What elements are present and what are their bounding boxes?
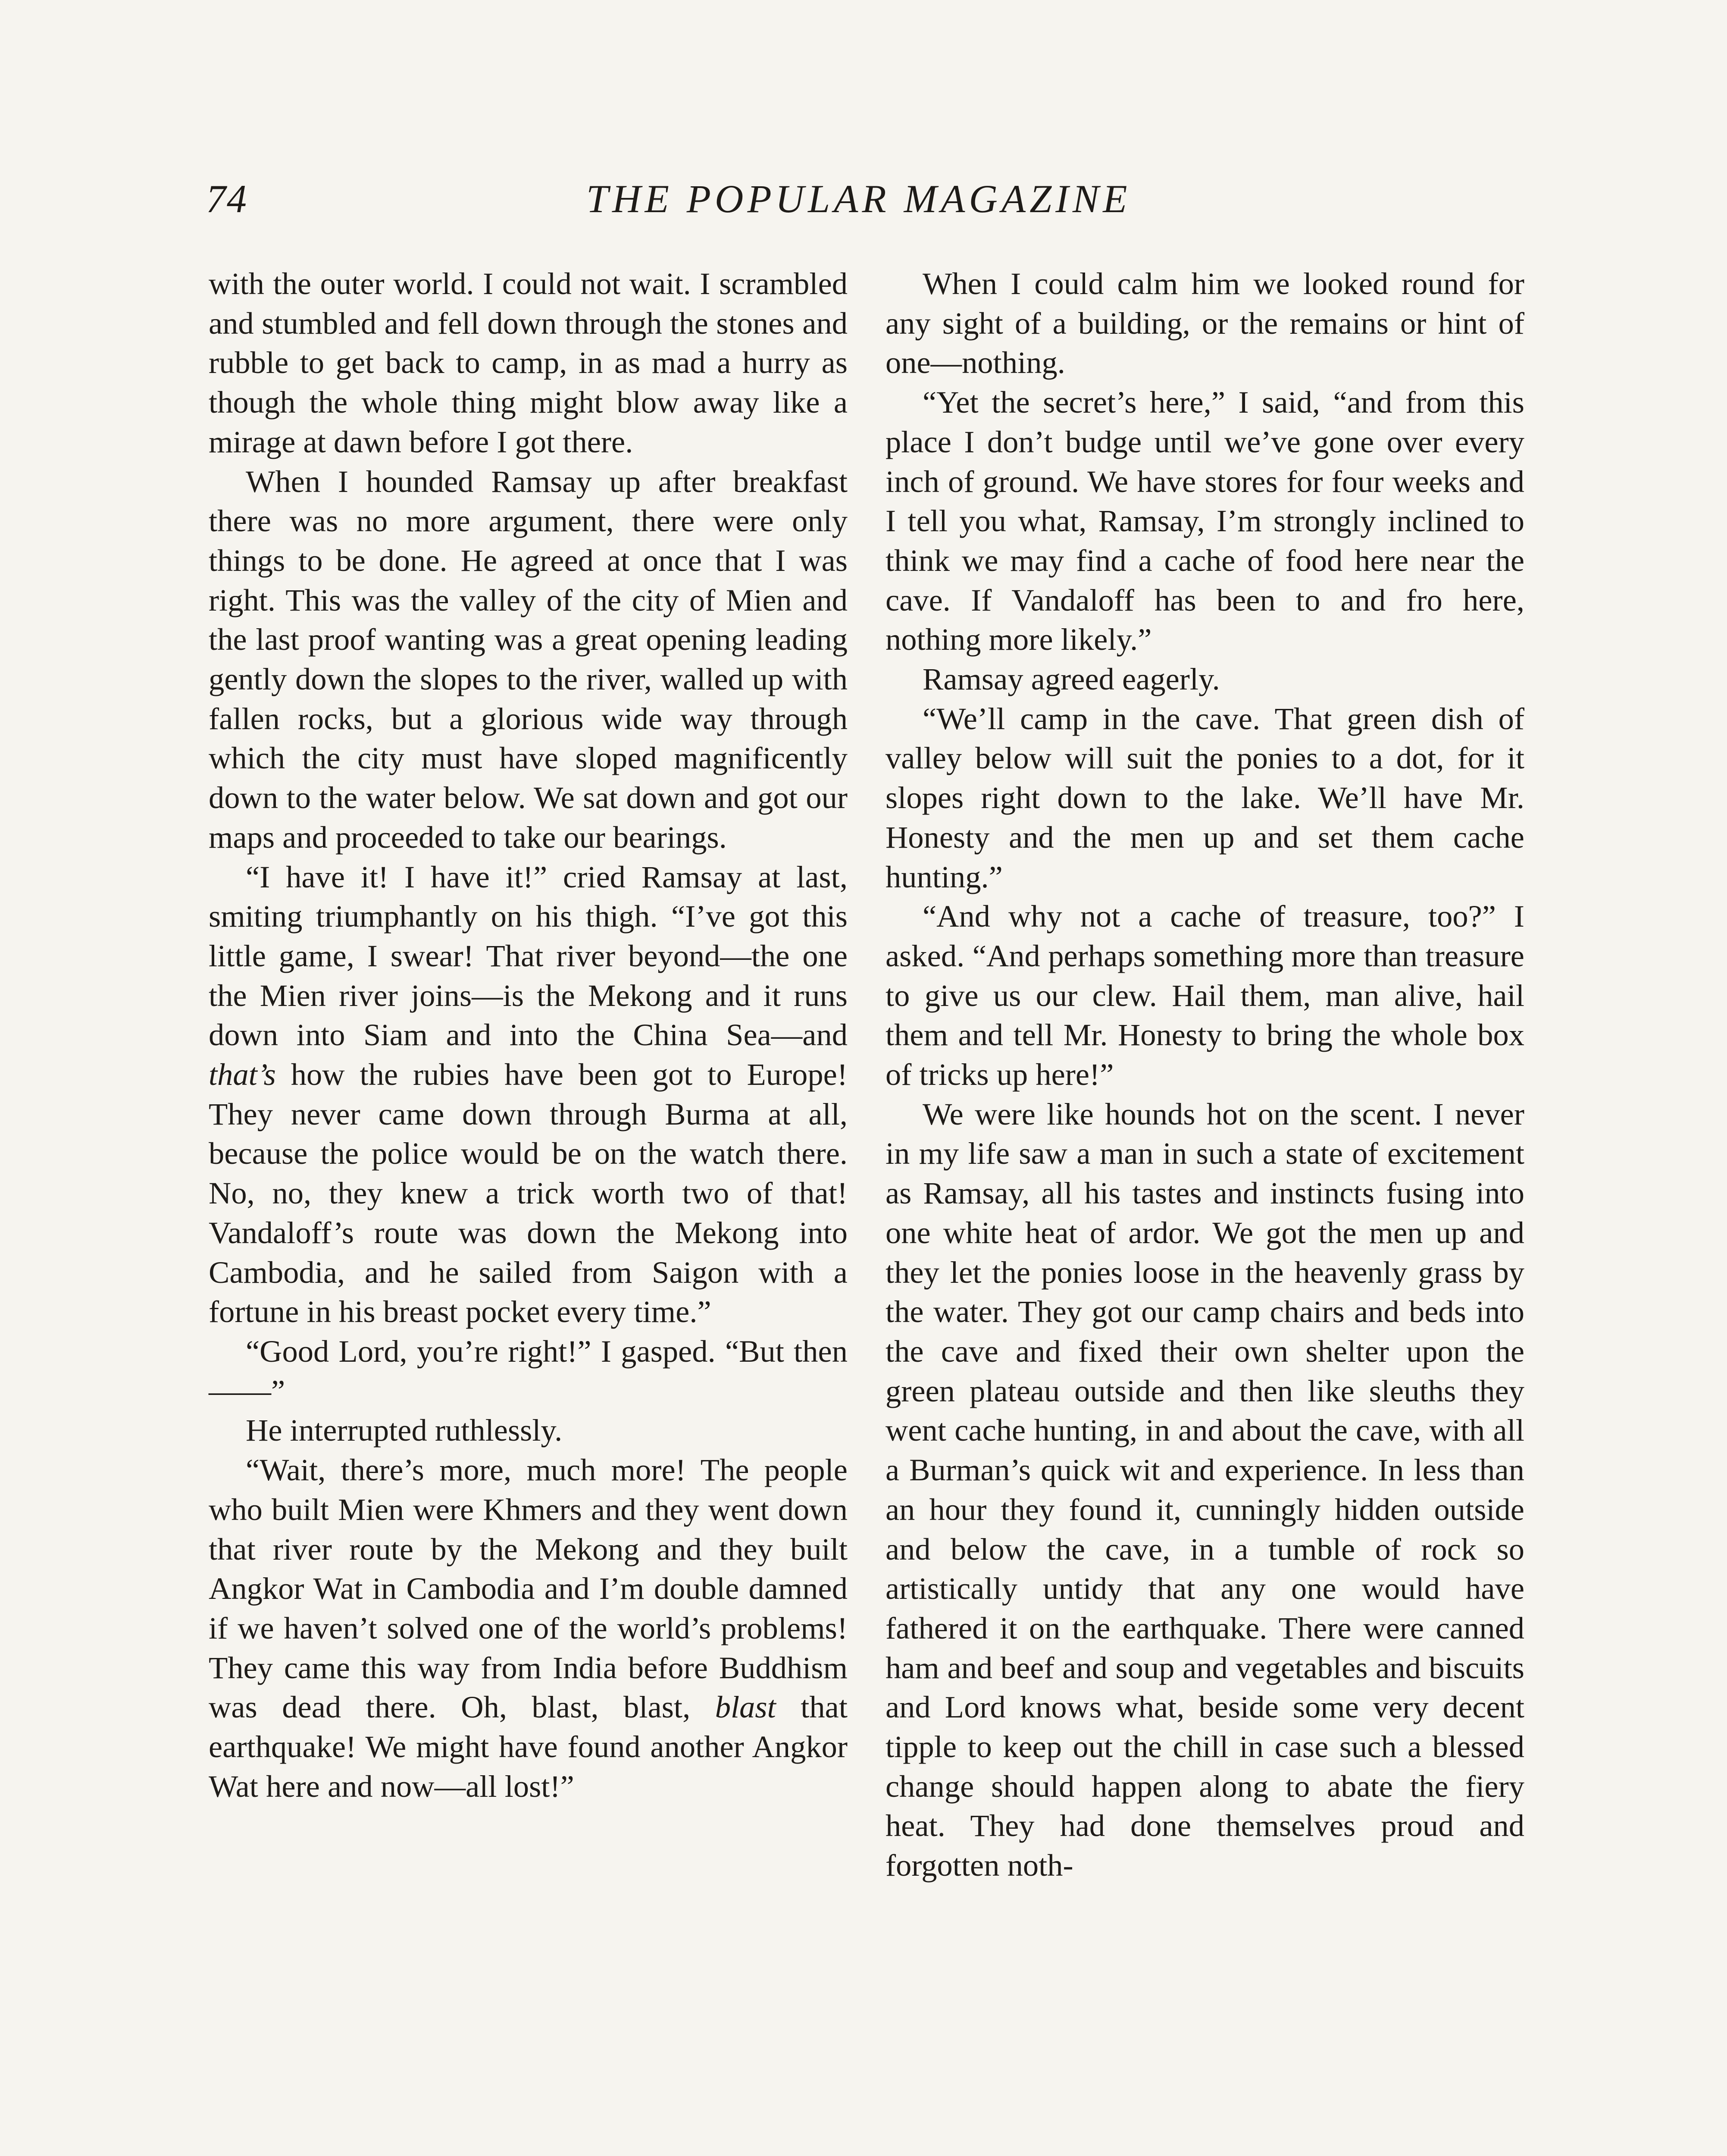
text-run: “Wait, there’s more, much more! The people who built Mien were Khmers and they went down that river route by the Mekong and they built Angkor Wat in Cambodia and I’m double damned if we haven’t solved one of the world’s problems! They came this way from India before Buddhism was dead there. Oh, blast, blast, <box>209 1452 848 1725</box>
left-column <box>209 264 848 1806</box>
paragraph: “Good Lord, you’re right!” I gasped. “But then——” <box>209 1333 848 1408</box>
paragraph: “We’ll camp in the cave. That green dish of valley below will suit the ponies to a dot, for it slopes right down to the lake. We’ll have Mr. Honesty and the men up and set them cache hunting.” <box>885 701 1524 894</box>
paragraph <box>209 857 848 1332</box>
paragraph: Ramsay agreed eagerly. <box>923 661 1220 697</box>
text-run: that earthquake! We might have found another Angkor Wat here and now—all lost!” <box>209 1689 848 1804</box>
paragraph: When I hounded Ramsay up after breakfast there was no more argument, there were only things to be done. He agreed at once that I was right. This was the valley of the city of Mien and the last proof wanting was a great opening leading gently down the slopes to the river, walled up with fallen rocks, but a glorious wide way through which the city must have sloped magnificently down to the water below. We sat down and got our maps and proceeded to take our bearings. <box>209 464 848 855</box>
paragraph: “And why not a cache of treasure, too?” I asked. “And perhaps something more than treasure to give us our clew. Hail them, man alive, hail them and tell Mr. Honesty to bring the whole box of tricks up here!” <box>885 899 1524 1092</box>
paragraph: with the outer world. I could not wait. I scrambled and stumbled and fell down through the stones and rubble to get back to camp, in as mad a hurry as though the whole thing might blow away like a mirage at dawn before I got there. <box>209 266 848 459</box>
text-run: how the rubies have been got to Europe! They never came down through Burma at all, because the police would be on the watch there. No, no, they knew a trick worth two of that! Vandaloff’s route was down the Mekong into Cambodia, and he sailed from Saigon with a fortune in his breast pocket every time.” <box>209 1057 848 1329</box>
paragraph: “Yet the secret’s here,” I said, “and from this place I don’t budge until we’ve gone over every inch of ground. We have stores for four weeks and I tell you what, Ramsay, I’m strongly inclined to think we may find a cache of food here near the cave. If Vandaloff has been to and fro here, nothing more likely.” <box>885 385 1524 657</box>
paragraph <box>209 1450 848 1806</box>
running-title: THE POPULAR MAGAZINE <box>586 177 1131 221</box>
text-run: “I have it! I have it!” cried Ramsay at last, smiting triumphantly on his thigh. “I’ve got this little game, I swear! That river beyond—the one the Mien river joins—is the Mekong and it runs down into Siam and into the China Sea—and <box>209 859 848 1053</box>
right-column <box>885 264 1524 1885</box>
page-number: 74 <box>206 177 247 221</box>
emphasis: that’s <box>209 1057 276 1092</box>
paragraph: We were like hounds hot on the scent. I never in my life saw a man in such a state of excitement as Ramsay, all his tastes and instincts fusing into one white heat of ardor. We got the men up and they let the ponies loose in the heavenly grass by the water. They got our camp chairs and beds into the cave and fixed their own shelter upon the green plateau outside and then like sleuths they went cache hunting, in and about the cave, with all a Burman’s quick wit and experience. In less than an hour they found it, cunningly hidden outside and below the cave, in a tumble of rock so artistically untidy that any one would have fathered it on the earthquake. There were canned ham and beef and soup and vegetables and biscuits and Lord knows what, beside some very decent tipple to keep out the chill in case such a blessed change should happen along to abate the fiery heat. They had done themselves proud and forgotten noth- <box>885 1096 1524 1883</box>
emphasis: blast <box>715 1689 776 1725</box>
paragraph: He interrupted ruthlessly. <box>246 1413 563 1448</box>
paragraph: When I could calm him we looked round for any sight of a building, or the remains or hint of one—nothing. <box>885 266 1524 380</box>
